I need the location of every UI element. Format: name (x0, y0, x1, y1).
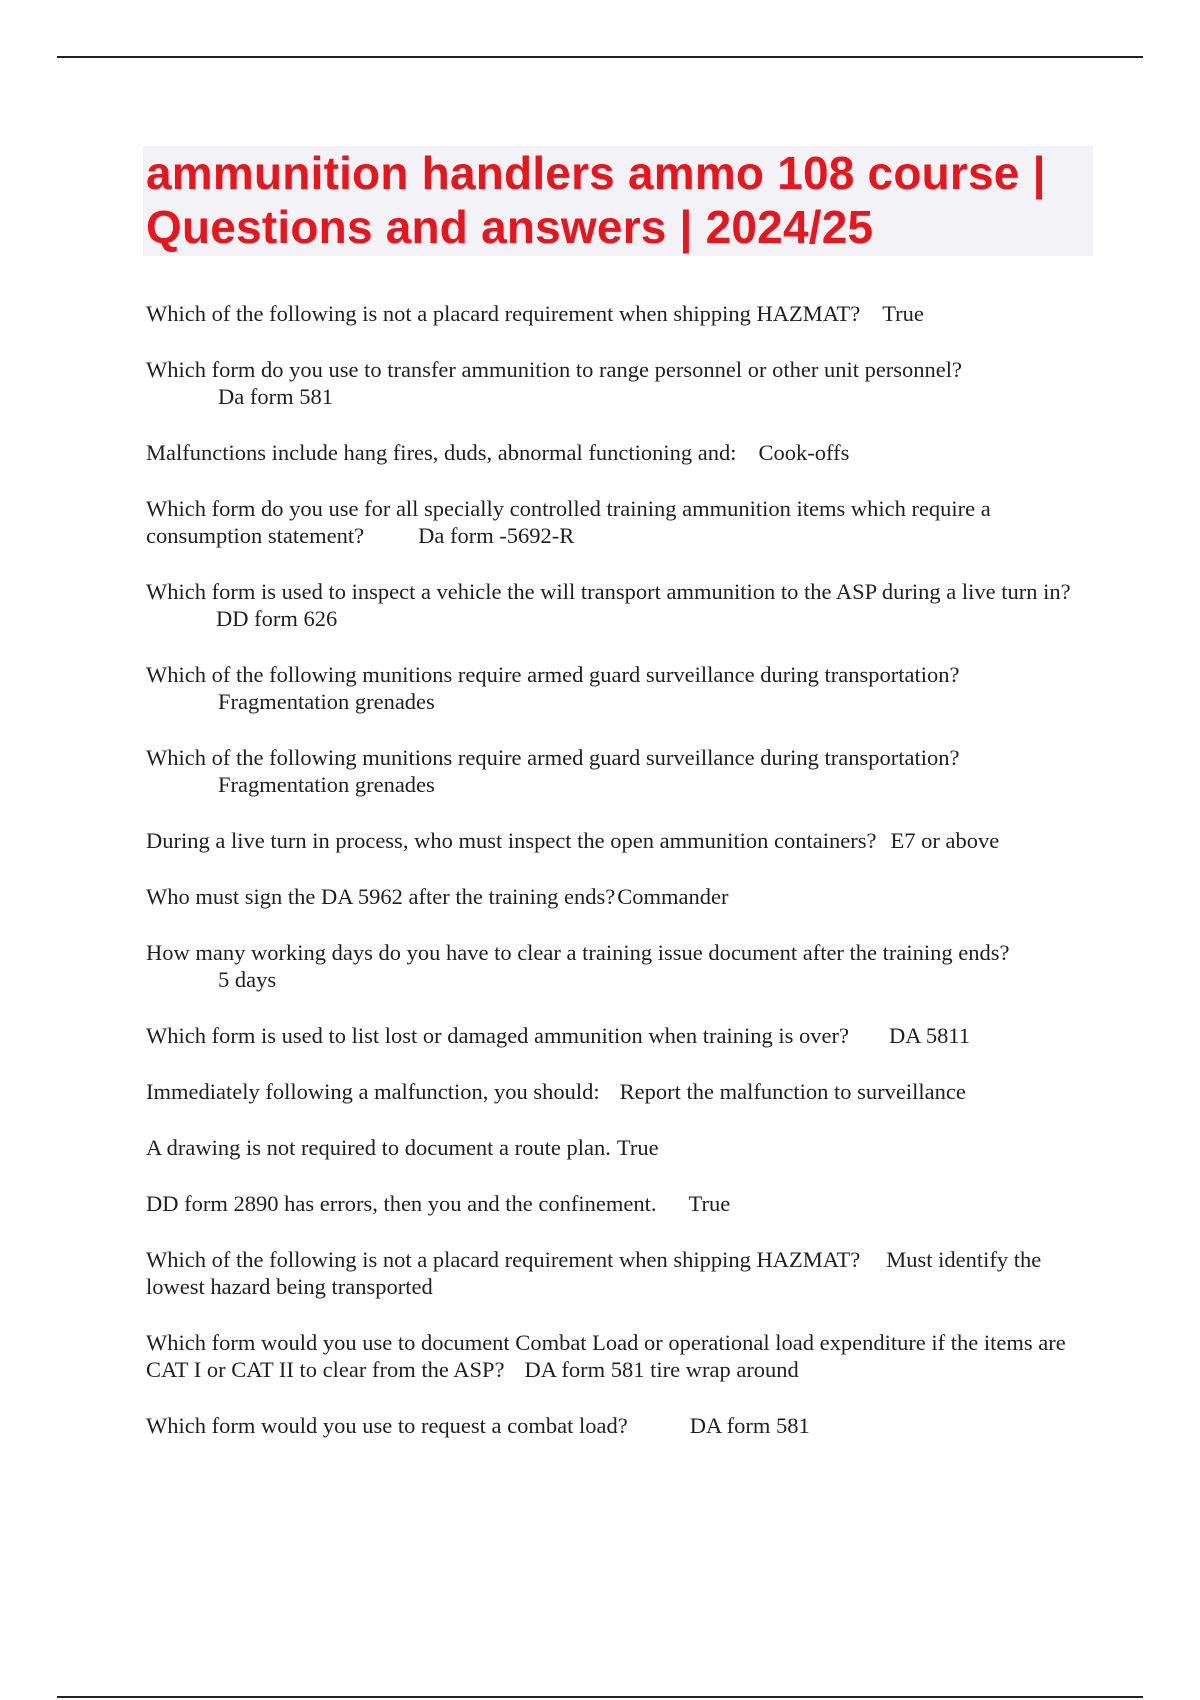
question-text: Which form is used to inspect a vehicle the will transport ammunition to the ASP during a live turn in? (146, 579, 1071, 604)
qa-item (146, 1134, 1086, 1161)
answer-text: Commander (617, 884, 729, 909)
qa-item (146, 827, 1086, 854)
top-rule (57, 56, 1143, 58)
bottom-rule (57, 1696, 1143, 1698)
answer-text: Da form -5692-R (418, 523, 575, 548)
qa-item (146, 1412, 1086, 1439)
question-text: Which form is used to list lost or damaged ammunition when training is over? (146, 1023, 849, 1048)
question-text: Which of the following munitions require armed guard surveillance during transportation? (146, 662, 960, 687)
answer-text: True (616, 1135, 659, 1160)
qa-item (146, 1246, 1086, 1300)
qa-item (146, 578, 1086, 632)
question-text: Immediately following a malfunction, you should: (146, 1079, 600, 1104)
question-text: Malfunctions include hang fires, duds, abnormal functioning and: (146, 440, 737, 465)
question-text: Which form would you use to document Combat Load or operational load expenditure if the items are CAT I or CAT II to clear from the ASP? (146, 1330, 1066, 1382)
title-banner (143, 146, 1093, 256)
answer-text: DA form 581 (689, 1413, 810, 1438)
qa-item (146, 356, 1086, 410)
title-line-2: Questions and answers | 2024/25 (146, 201, 874, 253)
answer-text: Da form 581 (218, 384, 333, 409)
answer-text: Report the malfunction to surveillance (619, 1079, 966, 1104)
qa-list (146, 300, 1086, 1439)
qa-item (146, 300, 1086, 327)
question-text: Which form do you use to transfer ammunition to range personnel or other unit personnel? (146, 357, 963, 382)
qa-item (146, 495, 1086, 549)
question-text: Which of the following is not a placard requirement when shipping HAZMAT? (146, 1247, 861, 1272)
qa-item (146, 439, 1086, 466)
answer-text: DA form 581 tire wrap around (524, 1357, 799, 1382)
qa-item (146, 1190, 1086, 1217)
question-text: Which of the following is not a placard requirement when shipping HAZMAT? (146, 301, 861, 326)
qa-item (146, 1078, 1086, 1105)
question-text: Which form do you use for all specially controlled training ammunition items which require a consumption statement? (146, 496, 991, 548)
answer-text: DA 5811 (889, 1023, 971, 1048)
answer-text: True (688, 1191, 731, 1216)
title-line-1: ammunition handlers ammo 108 course | (146, 147, 1046, 199)
answer-text: 5 days (218, 967, 277, 992)
document-title (146, 146, 1093, 254)
question-text: How many working days do you have to clear a training issue document after the training ends? (146, 940, 1010, 965)
answer-text: DD form 626 (216, 606, 338, 631)
qa-item (146, 883, 1086, 910)
question-text: Which of the following munitions require armed guard surveillance during transportation? (146, 745, 960, 770)
question-text: Which form would you use to request a combat load? (146, 1413, 628, 1438)
answer-text: Fragmentation grenades (218, 772, 435, 797)
qa-item (146, 939, 1086, 993)
qa-item (146, 1022, 1086, 1049)
answer-text: Fragmentation grenades (218, 689, 435, 714)
answer-text: True (882, 301, 924, 326)
answer-text: E7 or above (890, 828, 1000, 853)
answer-text: Cook-offs (758, 440, 850, 465)
qa-item (146, 1329, 1086, 1383)
question-text: DD form 2890 has errors, then you and the confinement. (146, 1191, 657, 1216)
question-text: Who must sign the DA 5962 after the training ends? (146, 884, 616, 909)
question-text: A drawing is not required to document a route plan. (146, 1135, 611, 1160)
qa-item (146, 744, 1086, 798)
question-text: During a live turn in process, who must inspect the open ammunition containers? (146, 828, 877, 853)
answer-text: Must identify the lowest hazard being transported (146, 1247, 1042, 1299)
qa-item (146, 661, 1086, 715)
